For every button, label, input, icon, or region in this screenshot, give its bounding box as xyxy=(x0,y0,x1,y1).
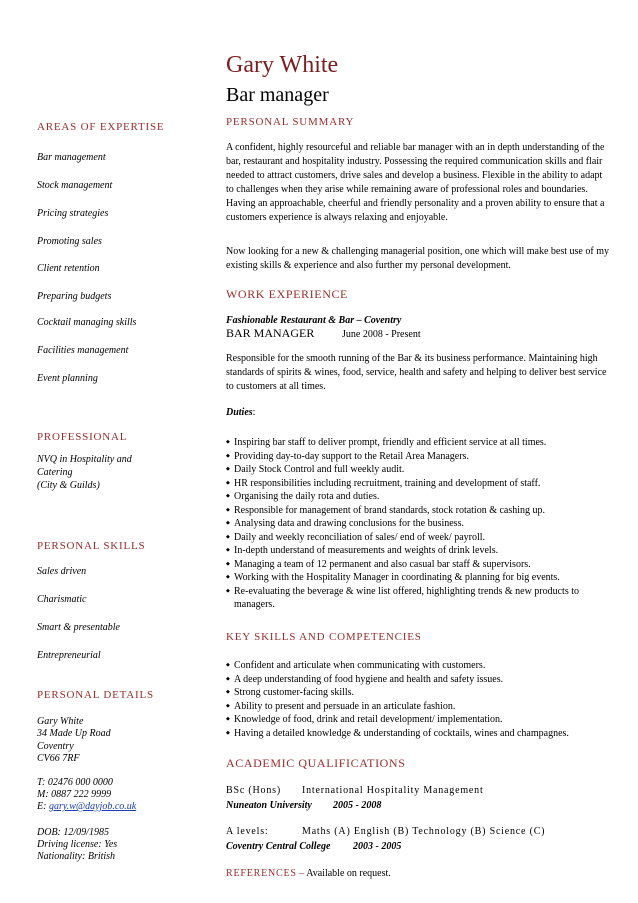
degree-label: BSc (Hons) xyxy=(226,785,281,796)
address-line: Coventry xyxy=(37,741,74,752)
skill-item: Charismatic xyxy=(37,594,87,605)
skill-item: Sales driven xyxy=(37,566,87,577)
alevels-label: A levels: xyxy=(226,826,269,837)
duties-label-row xyxy=(226,407,255,418)
email-row xyxy=(37,800,136,813)
expertise-item: Bar management xyxy=(37,152,106,163)
skill-item: Entrepreneurial xyxy=(37,650,101,661)
duties-list xyxy=(226,436,612,612)
university-dates: 2005 - 2008 xyxy=(333,800,382,811)
work-heading: WORK EXPERIENCE xyxy=(226,287,348,301)
duty-item: ◆ In-depth understand of measurements and weights of drink levels. xyxy=(226,544,612,558)
skill-item: Smart & presentable xyxy=(37,622,120,633)
key-skill-item: ◆ Knowledge of food, drink and retail development/ implementation. xyxy=(226,713,612,727)
summary-paragraph-2: Now looking for a new & challenging managerial position, one which will make best use of my existing skills & experience and also further my personal development. xyxy=(226,246,609,271)
duty-item: ◆ Daily and weekly reconciliation of sales/ end of week/ payroll. xyxy=(226,531,612,545)
duty-item: ◆ Organising the daily rota and duties. xyxy=(226,490,612,504)
alevels-subjects: Maths (A) English (B) Technology (B) Science (C) xyxy=(302,826,546,837)
key-skill-item: ◆ Confident and articulate when communicating with customers. xyxy=(226,659,612,673)
professional-line: (City & Guilds) xyxy=(37,480,100,491)
address-line: Gary White xyxy=(37,716,84,727)
summary-paragraph: A confident, highly resourceful and reliable bar manager with an in depth understanding of the bar, restaurant and hospitality industry. Possessing the required communication skills and flair needed to attract customers, drive sales and develop a business. Flexible in the ability to adapt to challenges when they arise while remaining aware of professional roles and boundaries. Having an approachable, cheerful and friendly personality and a proven ability to ensure that a customers experience is always relaxing and enjoyable. xyxy=(226,142,605,223)
expertise-heading: AREAS OF EXPERTISE xyxy=(37,121,165,133)
professional-line: NVQ in Hospitality and xyxy=(37,454,132,465)
dob: DOB: 12/09/1985 xyxy=(37,827,109,838)
expertise-item: Facilities management xyxy=(37,345,129,356)
job-title: Bar manager xyxy=(226,84,329,106)
duty-item: ◆ Re-evaluating the beverage & wine list offered, highlighting trends & new products to managers. xyxy=(226,585,612,612)
address-line: CV66 7RF xyxy=(37,753,80,764)
nationality: Nationality: British xyxy=(37,851,116,862)
expertise-item: Cocktail managing skills xyxy=(37,317,137,328)
duty-item: ◆ Providing day-to-day support to the Retail Area Managers. xyxy=(226,450,612,464)
employer: Fashionable Restaurant & Bar – Coventry xyxy=(226,315,402,326)
expertise-item: Preparing budgets xyxy=(37,291,112,302)
key-skill-item: ◆ Ability to present and persuade in an articulate fashion. xyxy=(226,700,612,714)
key-skill-item: ◆ Having a detailed knowledge & understanding of cocktails, wines and champagnes. xyxy=(226,727,612,741)
skills-heading: PERSONAL SKILLS xyxy=(37,540,146,552)
academic-heading: ACADEMIC QUALIFICATIONS xyxy=(226,756,406,770)
professional-line: Catering xyxy=(37,467,73,478)
duty-item: ◆ Inspiring bar staff to deliver prompt, friendly and efficient service at all times. xyxy=(226,436,612,450)
duty-item: ◆ Analysing data and drawing conclusions for the business. xyxy=(226,517,612,531)
duties-label: Duties xyxy=(226,407,253,418)
email-prefix: E: xyxy=(37,801,49,812)
expertise-item: Event planning xyxy=(37,373,98,384)
key-skill-item: ◆ A deep understanding of food hygiene and health and safety issues. xyxy=(226,673,612,687)
candidate-name: Gary White xyxy=(226,52,339,78)
summary-heading: PERSONAL SUMMARY xyxy=(226,116,355,128)
address-line: 34 Made Up Road xyxy=(37,728,111,739)
professional-heading: PROFESSIONAL xyxy=(37,431,128,443)
driving-license: Driving license: Yes xyxy=(37,839,118,850)
college-dates: 2003 - 2005 xyxy=(353,841,402,852)
mobile: M: 0887 222 9999 xyxy=(37,789,112,800)
duty-item: ◆ Daily Stock Control and full weekly audit. xyxy=(226,463,612,477)
university: Nuneaton University xyxy=(226,800,312,811)
references-heading: REFERENCES xyxy=(226,868,297,879)
duty-item: ◆ Managing a team of 12 permanent and also casual bar staff & supervisors. xyxy=(226,558,612,572)
duty-item: ◆ Responsible for management of brand standards, stock rotation & cashing up. xyxy=(226,504,612,518)
key-skills-heading: KEY SKILLS AND COMPETENCIES xyxy=(226,631,422,643)
key-skill-item: ◆ Strong customer-facing skills. xyxy=(226,686,612,700)
duty-item: ◆ HR responsibilities including recruitment, training and development of staff. xyxy=(226,477,612,491)
expertise-item: Client retention xyxy=(37,263,100,274)
degree-subject: International Hospitality Management xyxy=(302,785,484,796)
key-skills-list xyxy=(226,659,612,740)
role-title: BAR MANAGER xyxy=(226,326,315,340)
expertise-item: Promoting sales xyxy=(37,236,102,247)
expertise-item: Stock management xyxy=(37,180,113,191)
references-row xyxy=(226,868,391,879)
college: Coventry Central College xyxy=(226,841,331,852)
email-link[interactable]: gary.w@dayjob.co.uk xyxy=(48,801,137,812)
telephone: T: 02476 000 0000 xyxy=(37,777,113,788)
duties-colon: : xyxy=(252,407,256,418)
expertise-item: Pricing strategies xyxy=(37,208,109,219)
references-dash: – xyxy=(296,868,307,879)
references-text: Available on request. xyxy=(306,868,391,879)
work-description: Responsible for the smooth running of the Bar & its business performance. Maintaining high standards of spirits & wines, food, service, health and safety and helping to deliver best service to customers at all times. xyxy=(226,353,607,392)
duty-item: ◆ Working with the Hospitality Manager in coordinating & planning for big events. xyxy=(226,571,612,585)
role-dates: June 2008 - Present xyxy=(342,329,421,340)
details-heading: PERSONAL DETAILS xyxy=(37,689,154,701)
